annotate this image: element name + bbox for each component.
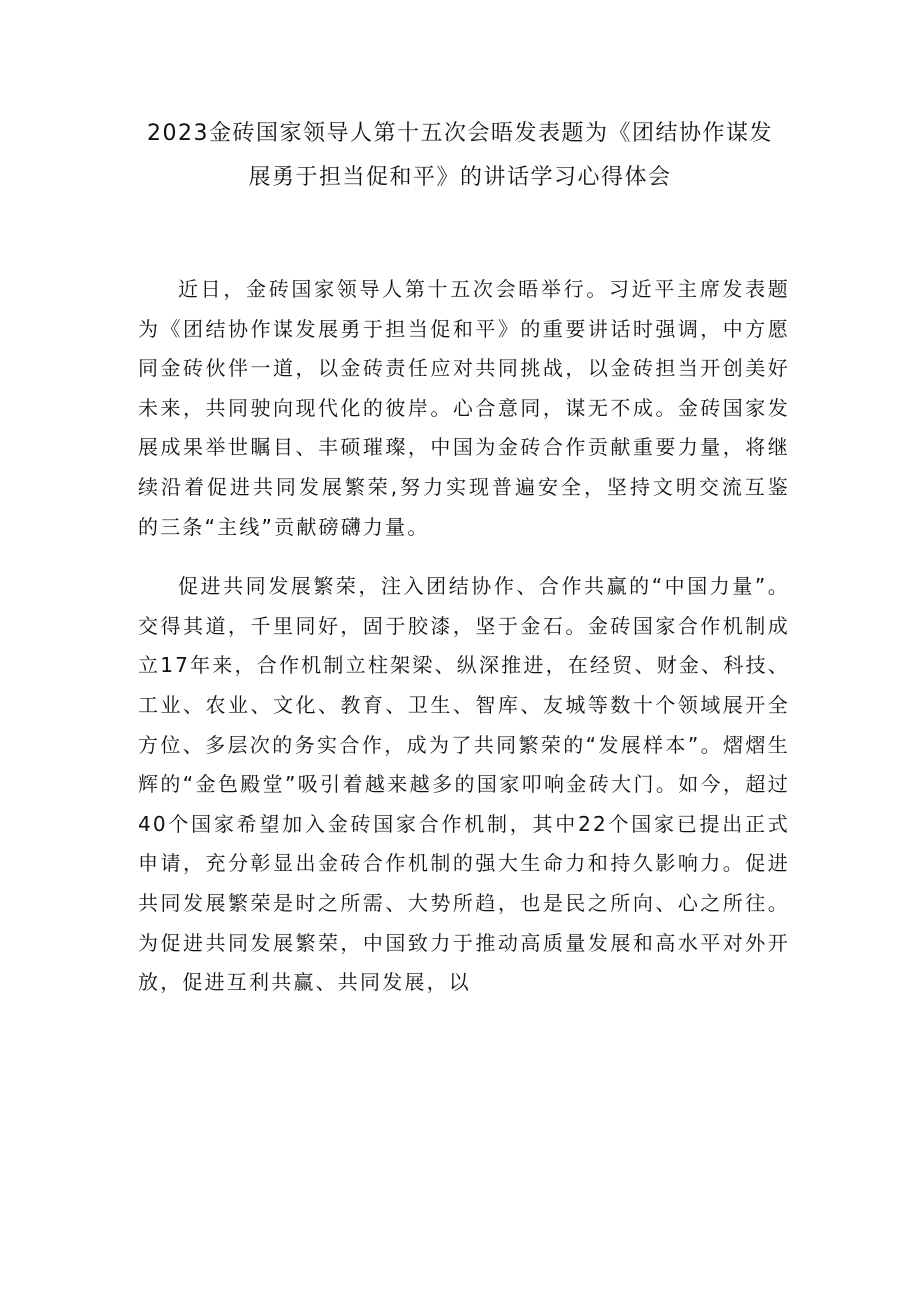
document-body: [138, 270, 790, 1023]
paragraph-1: 近日，金砖国家领导人第十五次会晤举行。习近平主席发表题为《团结协作谋发展勇于担当促和平》的重要讲话时强调，中方愿同金砖伙伴一道，以金砖责任应对共同挑战，以金砖担当开创美好未来，共同驶向现代化的彼岸。心合意同，谋无不成。金砖国家发展成果举世瞩目、丰硕璀璨，中国为金砖合作贡献重要力量，将继续沿着促进共同发展繁荣,努力实现普遍安全，坚持文明交流互鉴的三条“主线”贡献磅礴力量。: [138, 277, 790, 539]
document-title: [120, 112, 800, 200]
title-line-2: 展勇于担当促和平》的讲话学习心得体会: [248, 165, 672, 190]
paragraph-2: 促进共同发展繁荣，注入团结协作、合作共赢的“中国力量”。交得其道，千里同好，固于胶漆，坚于金石。金砖国家合作机制成立17年来，合作机制立柱架梁、纵深推进，在经贸、财金、科技、工业、农业、文化、教育、卫生、智库、友城等数十个领域展开全方位、多层次的务实合作，成为了共同繁荣的“发展样本”。熠熠生辉的“金色殿堂”吸引着越来越多的国家叩响金砖大门。如今，超过40个国家希望加入金砖国家合作机制，其中22个国家已提出正式申请，充分彰显出金砖合作机制的强大生命力和持久影响力。促进共同发展繁荣是时之所需、大势所趋，也是民之所向、心之所往。为促进共同发展繁荣，中国致力于推动高质量发展和高水平对外开放，促进互利共赢、共同发展，以: [138, 574, 790, 995]
title-line-1: 2023金砖国家领导人第十五次会晤发表题为《团结协作谋发: [147, 121, 773, 146]
